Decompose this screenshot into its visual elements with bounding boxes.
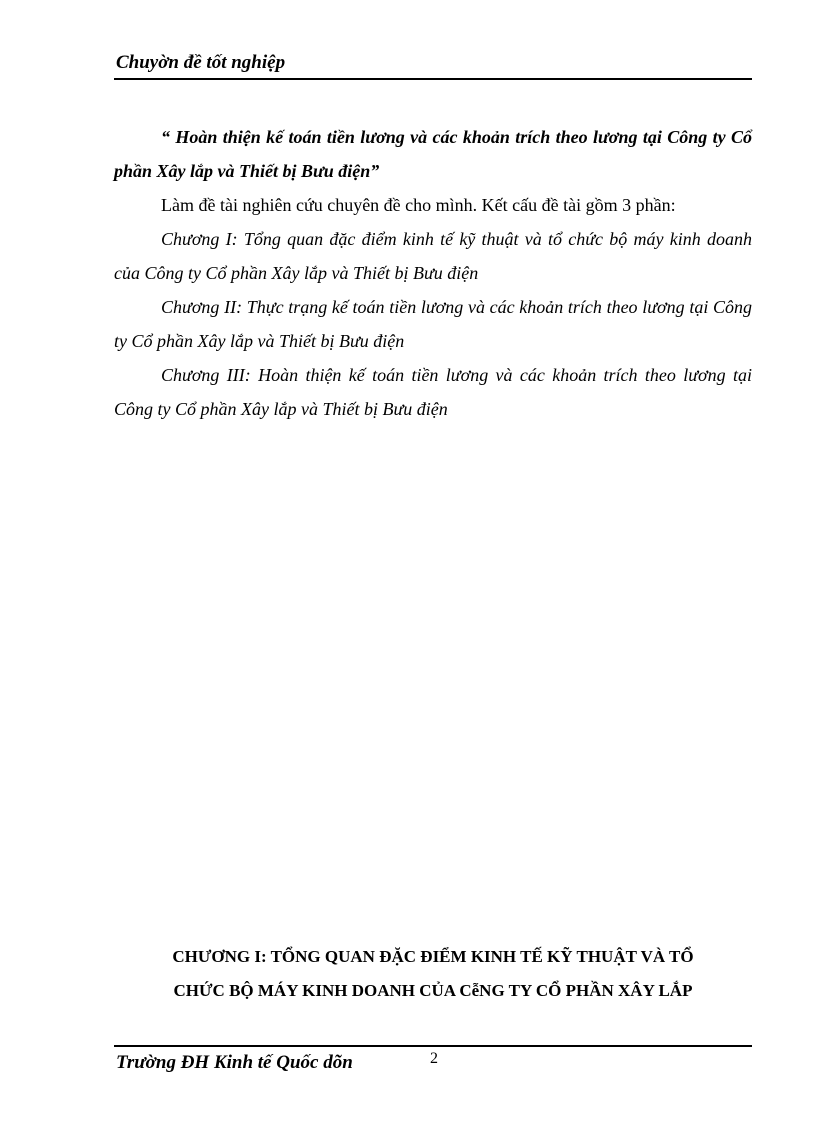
chapter-list-item: Chương III: Hoàn thiện kế toán tiền lương và các khoản trích theo lương tại Công ty Cổ phần Xây lắp và Thiết bị Bưu điện: [114, 365, 752, 419]
chapter-heading: [114, 940, 752, 1008]
chapter-heading-line: CHỨC BỘ MÁY KINH DOANH CỦA CễNG TY CỔ PHẦN XÂY LẮP: [173, 981, 693, 1000]
document-body: [114, 120, 752, 426]
topic-title: “ Hoàn thiện kế toán tiền lương và các khoản trích theo lương tại Công ty Cổ phần Xây lắp và Thiết bị Bưu điện”: [114, 127, 752, 181]
page-number: 2: [430, 1050, 438, 1067]
chapter-list-item: Chương II: Thực trạng kế toán tiền lương và các khoản trích theo lương tại Công ty Cổ phần Xây lắp và Thiết bị Bưu điện: [114, 297, 752, 351]
footer-school-name: Trường ĐH Kinh tế Quốc dõn: [116, 1052, 353, 1073]
page-footer: [114, 1045, 752, 1077]
chapter-list-item: Chương I: Tổng quan đặc điểm kinh tế kỹ thuật và tổ chức bộ máy kinh doanh của Công ty Cổ phần Xây lắp và Thiết bị Bưu điện: [114, 229, 752, 283]
page-header: [114, 52, 752, 80]
chapter-heading-line: CHƯƠNG I: TỔNG QUAN ĐẶC ĐIỂM KINH TẾ KỸ THUẬT VÀ TỔ: [172, 947, 694, 966]
intro-paragraph: Làm đề tài nghiên cứu chuyên đề cho mình. Kết cấu đề tài gồm 3 phần:: [161, 195, 676, 215]
header-title: Chuyờn đề tốt nghiệp: [116, 52, 286, 73]
